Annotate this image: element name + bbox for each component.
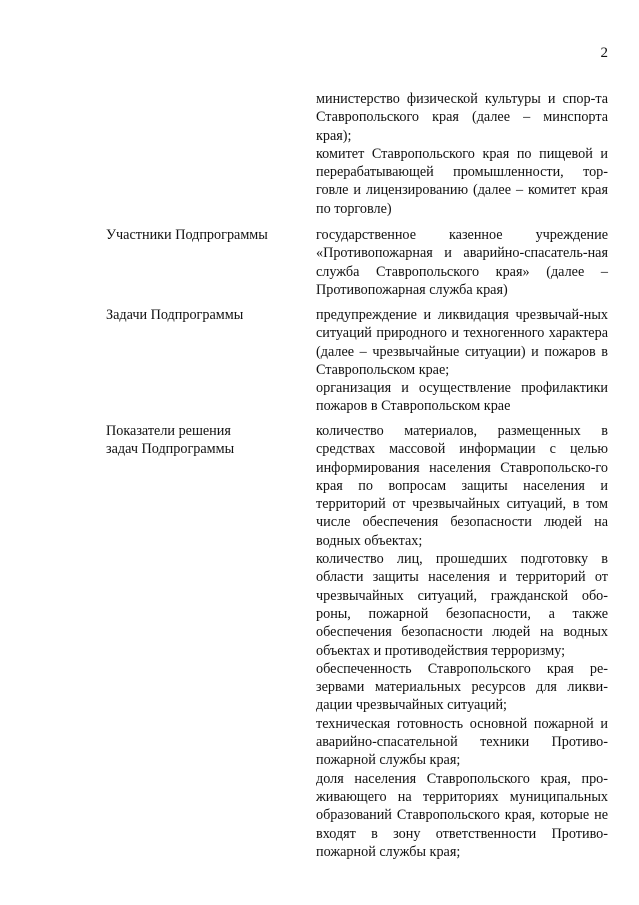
row-paragraph: количество материалов, размещенных в средствах массовой информации с целью информирования населения Ставропольско-го края по вопросам защиты населения и территорий от чрезвычайных ситуаций, в том числе обеспечения безопасности людей на водных объектах; bbox=[316, 423, 608, 549]
continuation-paragraph: комитет Ставропольского края по пищевой и перерабатывающей промышленности, тор-говле и лицензированию (далее – комитет края по торговле) bbox=[316, 145, 608, 217]
row-paragraph: государственное казенное учреждение «Противопожарная и аварийно-спасатель-ная служба Ставропольского края» (далее – Противопожарная служба края) bbox=[316, 227, 608, 298]
page-number: 2 bbox=[600, 45, 608, 61]
row-content bbox=[316, 422, 608, 861]
row-label-line: Задачи Подпрограммы bbox=[106, 307, 244, 323]
row-content bbox=[316, 306, 608, 416]
row-paragraph: доля населения Ставропольского края, про-живающего на территориях муниципальных образований Ставропольского края, которые не входят в зону ответственности Противо-пожарной службы края; bbox=[316, 770, 608, 860]
continuation-paragraph: министерство физической культуры и спор-та Ставропольского края (далее – минспорта края); bbox=[316, 91, 608, 144]
row-paragraph: обеспеченность Ставропольского края ре-зервами материальных ресурсов для ликви-дации чрезвычайных ситуаций; bbox=[316, 660, 608, 714]
row-label bbox=[106, 226, 306, 244]
row-label-line: задач Подпрограммы bbox=[106, 441, 235, 458]
row-label bbox=[106, 422, 306, 459]
row-paragraph: техническая готовность основной пожарной и аварийно-спасательной техники Противо-пожарной службы края; bbox=[316, 715, 608, 769]
row-label-line: Показатели решения bbox=[106, 423, 231, 439]
row-paragraph: организация и осуществление профилактики пожаров в Ставропольском крае bbox=[316, 380, 608, 415]
row-label bbox=[106, 306, 306, 324]
row-paragraph: количество лиц, прошедших подготовку в области защиты населения и территорий от чрезвычайных ситуаций, гражданской обо-роны, пожарной безопасности, а также обеспечения безопасности людей на водных объектах и противодействия терроризму; bbox=[316, 551, 608, 659]
row-label-line: Участники Подпрограммы bbox=[106, 227, 268, 243]
row-content bbox=[316, 226, 608, 299]
row-paragraph: предупреждение и ликвидация чрезвычай-ных ситуаций природного и техногенного характера (далее – чрезвычайные ситуации) и пожаров в Ставропольском крае; bbox=[316, 307, 608, 378]
continuation-block bbox=[316, 90, 608, 218]
